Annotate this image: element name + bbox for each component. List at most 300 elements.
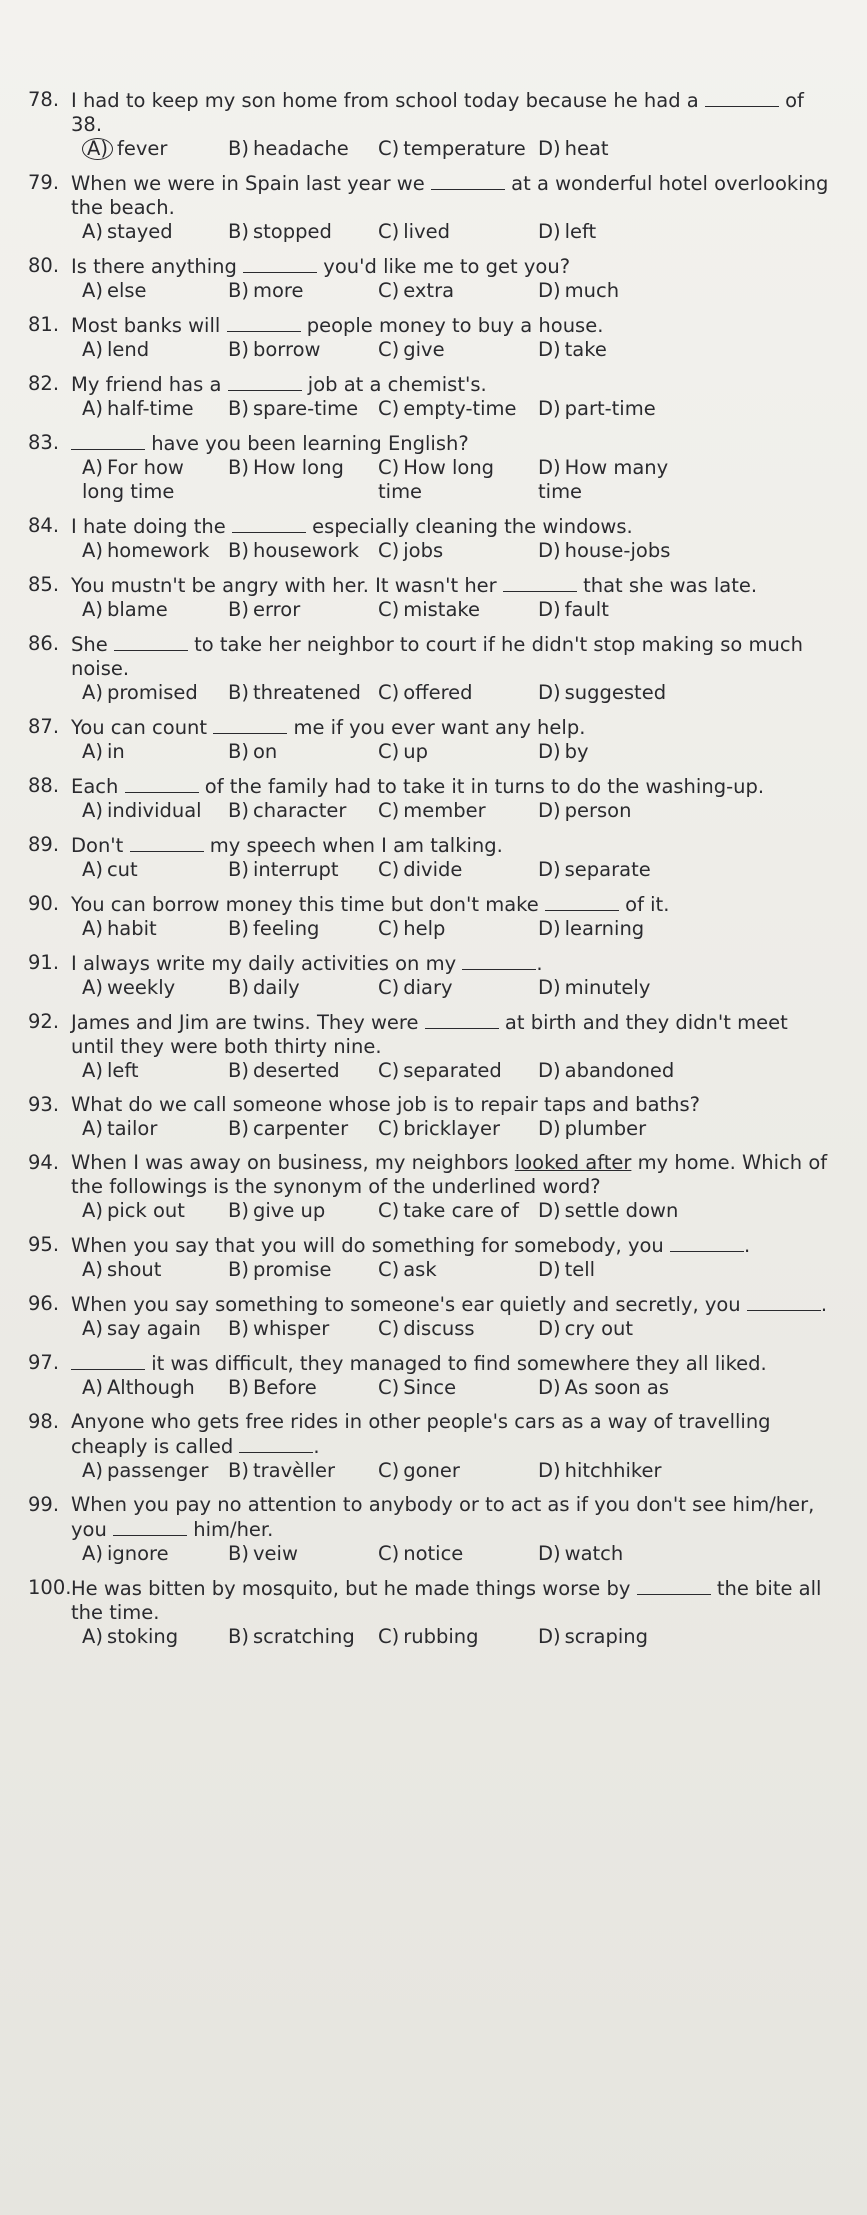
- option-text: part-time: [564, 397, 656, 420]
- option-text: feeling: [253, 917, 320, 940]
- option-text: member: [403, 799, 486, 822]
- answer-option-d[interactable]: [538, 799, 688, 823]
- option-text: by: [564, 740, 589, 763]
- option-text: divide: [403, 858, 463, 881]
- answer-option-d[interactable]: [538, 1317, 688, 1341]
- answer-option-b[interactable]: [228, 137, 378, 161]
- option-letter: C): [378, 1376, 400, 1399]
- answer-option-a[interactable]: [82, 220, 228, 244]
- question-number: 93.: [28, 1093, 60, 1116]
- answer-blank: [213, 715, 287, 734]
- answer-option-b[interactable]: [228, 456, 378, 504]
- answer-option-a[interactable]: [82, 1258, 228, 1282]
- option-letter: B): [228, 858, 249, 881]
- answer-option-c[interactable]: [378, 976, 538, 1000]
- question-block: [28, 1410, 831, 1483]
- option-letter: C): [378, 1258, 400, 1281]
- option-letter: B): [228, 1317, 249, 1340]
- answer-option-d[interactable]: [538, 338, 688, 362]
- answer-option-c[interactable]: [378, 397, 538, 421]
- answer-blank: [747, 1292, 821, 1311]
- question-block: [28, 632, 831, 705]
- answer-options: [82, 598, 831, 622]
- option-letter: B): [228, 1199, 249, 1222]
- question-text-after: of 38.: [71, 89, 804, 136]
- option-letter: D): [538, 1317, 561, 1340]
- question-text-after: it was difficult, they managed to find somewhere they all liked.: [145, 1352, 767, 1375]
- answer-option-b[interactable]: [228, 1317, 378, 1341]
- option-text: weekly: [106, 976, 176, 999]
- answer-option-d[interactable]: [538, 397, 688, 421]
- option-text: in: [106, 740, 125, 763]
- answer-options: [82, 740, 831, 764]
- option-text: tell: [564, 1258, 596, 1281]
- option-letter: B): [228, 598, 249, 621]
- answer-option-c[interactable]: [378, 740, 538, 764]
- option-letter: D): [538, 799, 561, 822]
- answer-option-a[interactable]: [82, 1317, 228, 1341]
- option-text: help: [403, 917, 446, 940]
- option-text: How many time: [538, 456, 669, 503]
- answer-blank: [545, 892, 619, 911]
- question-number: 86.: [28, 632, 60, 655]
- answer-option-d[interactable]: [538, 1199, 688, 1223]
- question-number: 79.: [28, 171, 60, 194]
- question-stem: [28, 1410, 831, 1459]
- answer-option-c[interactable]: [378, 1317, 538, 1341]
- option-text: passenger: [106, 1459, 209, 1482]
- option-text: headache: [253, 137, 349, 160]
- answer-option-c[interactable]: [378, 220, 538, 244]
- answer-options: [82, 1059, 831, 1083]
- question-text-after: me if you ever want any help.: [287, 716, 586, 739]
- answer-option-d[interactable]: [538, 1117, 688, 1141]
- answer-options: [82, 338, 831, 362]
- option-text: interrupt: [253, 858, 339, 881]
- question-number: 100.: [28, 1576, 72, 1599]
- question-stem: [28, 171, 831, 220]
- answer-options: [82, 539, 831, 563]
- option-letter: A): [82, 397, 103, 420]
- answer-option-a[interactable]: [82, 598, 228, 622]
- option-letter: B): [228, 539, 249, 562]
- answer-option-c[interactable]: [378, 279, 538, 303]
- answer-option-c[interactable]: [378, 1542, 538, 1566]
- option-text: promised: [106, 681, 198, 704]
- option-text: daily: [253, 976, 300, 999]
- question-stem: [28, 1493, 831, 1542]
- option-text: Although: [106, 1376, 195, 1399]
- answer-option-c[interactable]: [378, 1059, 538, 1083]
- answer-option-a[interactable]: [82, 681, 228, 705]
- option-letter: D): [538, 598, 561, 621]
- answer-option-d[interactable]: [538, 456, 688, 504]
- option-text: give up: [253, 1199, 326, 1222]
- question-text-before: Don't: [71, 834, 130, 857]
- answer-option-c[interactable]: [378, 1258, 538, 1282]
- answer-options: [82, 1376, 831, 1400]
- option-text: bricklayer: [403, 1117, 500, 1140]
- answer-option-a[interactable]: [82, 1199, 228, 1223]
- option-letter: A): [82, 681, 103, 704]
- answer-option-c[interactable]: [378, 1199, 538, 1223]
- question-text: [71, 1292, 831, 1317]
- option-letter: B): [228, 681, 249, 704]
- option-letter: B): [228, 976, 249, 999]
- option-letter: C): [378, 598, 400, 621]
- question-number: 90.: [28, 892, 60, 915]
- answer-blank: [114, 632, 188, 651]
- question-text-after: .: [313, 1435, 320, 1458]
- question-number: 81.: [28, 313, 60, 336]
- answer-option-c[interactable]: [378, 1625, 538, 1649]
- question-text-after: that she was late.: [576, 574, 758, 597]
- answer-option-a[interactable]: [82, 799, 228, 823]
- answer-option-a[interactable]: [82, 338, 228, 362]
- option-letter: C): [378, 1199, 400, 1222]
- question-text-before: I always write my daily activities on my: [71, 952, 463, 975]
- option-text: stoking: [106, 1625, 179, 1648]
- option-text: discuss: [403, 1317, 475, 1340]
- answer-option-d[interactable]: [538, 220, 688, 244]
- answer-option-c[interactable]: [378, 1376, 538, 1400]
- option-text: stayed: [106, 220, 173, 243]
- option-text: As soon as: [564, 1376, 670, 1399]
- answer-options: [82, 681, 831, 705]
- option-letter: C): [378, 1459, 400, 1482]
- option-letter: B): [228, 397, 249, 420]
- answer-option-b[interactable]: [228, 858, 378, 882]
- answer-option-b[interactable]: [228, 598, 378, 622]
- option-text: individual: [106, 799, 202, 822]
- question-stem: [28, 254, 831, 279]
- answer-option-a[interactable]: [82, 1059, 228, 1083]
- question-stem: [28, 1151, 831, 1199]
- answer-blank: [462, 951, 536, 970]
- question-text: [71, 431, 831, 456]
- option-text: pick out: [106, 1199, 185, 1222]
- answer-option-b[interactable]: [228, 1199, 378, 1223]
- question-block: [28, 372, 831, 421]
- question-number: 97.: [28, 1351, 60, 1374]
- question-text-before: My friend has a: [71, 373, 228, 396]
- question-block: [28, 514, 831, 563]
- option-letter: A): [82, 456, 103, 479]
- option-text: cut: [106, 858, 138, 881]
- question-stem: [28, 833, 831, 858]
- answer-option-c[interactable]: [378, 917, 538, 941]
- question-block: [28, 715, 831, 764]
- answer-options: [82, 220, 831, 244]
- question-text-before: When you pay no attention to anybody or to act as if you don't see him/her, you: [71, 1493, 815, 1541]
- question-text-after: .: [820, 1293, 828, 1316]
- option-text: say again: [106, 1317, 201, 1340]
- option-letter: C): [378, 681, 400, 704]
- answer-option-a[interactable]: [82, 1376, 228, 1400]
- question-text: [71, 254, 831, 279]
- option-text: notice: [403, 1542, 464, 1565]
- option-letter: D): [538, 1117, 561, 1140]
- option-letter: C): [378, 1542, 400, 1565]
- question-text-before: Anyone who gets free rides in other people's cars as a way of travelling cheaply is called: [71, 1410, 771, 1458]
- answer-blank: [71, 1351, 145, 1370]
- question-text-before: You can borrow money this time but don't make: [71, 893, 545, 916]
- option-text: left: [106, 1059, 139, 1082]
- answer-option-d[interactable]: [538, 1258, 688, 1282]
- option-letter: C): [378, 1059, 400, 1082]
- option-letter: B): [228, 456, 249, 479]
- answer-option-d[interactable]: [538, 1059, 688, 1083]
- question-block: [28, 833, 831, 882]
- option-letter: B): [228, 1459, 249, 1482]
- option-letter: D): [538, 1376, 561, 1399]
- question-text: [71, 313, 831, 338]
- answer-option-b[interactable]: [228, 1542, 378, 1566]
- question-text-before: She: [71, 633, 114, 656]
- answer-option-c[interactable]: [378, 539, 538, 563]
- option-letter: D): [538, 858, 561, 881]
- answer-option-a[interactable]: [82, 1542, 228, 1566]
- answer-option-b[interactable]: [228, 976, 378, 1000]
- question-block: [28, 254, 831, 303]
- answer-options: [82, 1258, 831, 1282]
- answer-option-d[interactable]: [538, 1625, 688, 1649]
- answer-blank: [503, 573, 577, 592]
- question-stem: [28, 1010, 831, 1059]
- question-text-before: When we were in Spain last year we: [71, 172, 431, 195]
- question-stem: [28, 774, 831, 799]
- question-block: [28, 1576, 831, 1649]
- option-text: promise: [253, 1258, 332, 1281]
- question-text-before: He was bitten by mosquito, but he made things worse by: [71, 1577, 637, 1600]
- option-letter: B): [228, 1117, 249, 1140]
- question-text: [71, 632, 831, 681]
- question-text-after: at a wonderful hotel overlooking the beach.: [71, 172, 829, 219]
- question-text-after: him/her.: [187, 1518, 274, 1541]
- answer-option-a[interactable]: [82, 539, 228, 563]
- question-block: [28, 1151, 831, 1223]
- option-text: separate: [564, 858, 651, 881]
- answer-option-b[interactable]: [228, 338, 378, 362]
- option-text: carpenter: [253, 1117, 349, 1140]
- answer-option-c[interactable]: [378, 338, 538, 362]
- question-block: [28, 774, 831, 823]
- question-number: 88.: [28, 774, 60, 797]
- option-letter: C): [378, 220, 400, 243]
- answer-options: [82, 137, 831, 161]
- option-text: jobs: [403, 539, 444, 562]
- answer-option-b[interactable]: [228, 397, 378, 421]
- answer-option-a[interactable]: [82, 858, 228, 882]
- question-text-after: .: [536, 952, 543, 975]
- answer-option-b[interactable]: [228, 1625, 378, 1649]
- answer-option-b[interactable]: [228, 220, 378, 244]
- answer-option-d[interactable]: [538, 917, 688, 941]
- option-letter: A): [82, 279, 103, 302]
- option-letter: A): [82, 1117, 103, 1140]
- option-letter: C): [378, 397, 400, 420]
- answer-option-b[interactable]: [228, 1117, 378, 1141]
- answer-option-c[interactable]: [378, 1459, 538, 1483]
- answer-option-a[interactable]: [82, 279, 228, 303]
- option-text: more: [253, 279, 304, 302]
- answer-option-d[interactable]: [538, 279, 688, 303]
- option-letter: C): [378, 740, 400, 763]
- option-letter: A): [82, 1376, 103, 1399]
- question-number: 89.: [28, 833, 60, 856]
- option-letter: B): [228, 1376, 249, 1399]
- answer-option-a[interactable]: [82, 1625, 228, 1649]
- answer-option-c[interactable]: [378, 137, 538, 161]
- option-letter: C): [378, 338, 400, 361]
- question-number: 87.: [28, 715, 60, 738]
- question-text: [71, 1010, 831, 1059]
- answer-option-d[interactable]: [538, 740, 688, 764]
- option-text: heat: [564, 137, 609, 160]
- answer-options: [82, 976, 831, 1000]
- option-letter: D): [538, 1199, 561, 1222]
- option-text: fault: [564, 598, 609, 621]
- option-letter: D): [538, 1059, 561, 1082]
- answer-option-d[interactable]: [538, 1459, 688, 1483]
- answer-option-a[interactable]: [82, 137, 228, 161]
- question-number: 96.: [28, 1292, 60, 1315]
- option-letter: A): [82, 1542, 103, 1565]
- question-block: [28, 1351, 831, 1400]
- answer-option-d[interactable]: [538, 539, 688, 563]
- question-text: [71, 514, 831, 539]
- question-text: [71, 1576, 831, 1625]
- question-text-before: Most banks will: [71, 314, 227, 337]
- answer-option-a[interactable]: [82, 740, 228, 764]
- question-text-before: I hate doing the: [71, 515, 232, 538]
- option-text: suggested: [564, 681, 667, 704]
- option-text: half-time: [106, 397, 194, 420]
- question-text-before: Is there anything: [71, 255, 244, 278]
- option-letter: B): [228, 1258, 249, 1281]
- question-text-after: to take her neighbor to court if he didn't stop making so much noise.: [71, 633, 803, 680]
- answer-option-c[interactable]: [378, 1117, 538, 1141]
- answer-option-d[interactable]: [538, 976, 688, 1000]
- question-number: 99.: [28, 1493, 60, 1516]
- question-text-before: Each: [71, 775, 125, 798]
- option-text: house-jobs: [564, 539, 671, 562]
- answer-options: [82, 1542, 831, 1566]
- question-text-before: When I was away on business, my neighbors: [71, 1151, 515, 1174]
- answer-option-b[interactable]: [228, 681, 378, 705]
- answer-blank: [125, 774, 199, 793]
- question-text: [71, 833, 831, 858]
- option-letter: C): [378, 1317, 400, 1340]
- answer-option-d[interactable]: [538, 681, 688, 705]
- answer-option-a[interactable]: [82, 917, 228, 941]
- option-text: spare-time: [253, 397, 359, 420]
- option-text: deserted: [253, 1059, 340, 1082]
- answer-option-b[interactable]: [228, 1059, 378, 1083]
- answer-blank: [239, 1434, 313, 1453]
- option-letter: A): [82, 1317, 103, 1340]
- answer-option-a[interactable]: [82, 976, 228, 1000]
- option-text: Since: [403, 1376, 457, 1399]
- question-text-before: When you say that you will do something for somebody, you: [71, 1234, 670, 1257]
- answer-option-b[interactable]: [228, 917, 378, 941]
- answer-blank: [670, 1233, 744, 1252]
- answer-option-b[interactable]: [228, 279, 378, 303]
- answer-option-a[interactable]: [82, 456, 228, 504]
- option-text: minutely: [564, 976, 651, 999]
- answer-option-b[interactable]: [228, 799, 378, 823]
- option-text: lived: [403, 220, 450, 243]
- answer-option-d[interactable]: [538, 598, 688, 622]
- question-text: [71, 88, 831, 137]
- question-text-before: I had to keep my son home from school today because he had a: [71, 89, 705, 112]
- option-text: fever: [116, 137, 168, 160]
- option-text: homework: [106, 539, 210, 562]
- option-text: scratching: [253, 1625, 355, 1648]
- answer-option-b[interactable]: [228, 1376, 378, 1400]
- question-text-after: you'd like me to get you?: [317, 255, 571, 278]
- answer-option-d[interactable]: [538, 1376, 688, 1400]
- question-block: [28, 1010, 831, 1083]
- question-text-after: of it.: [618, 893, 670, 916]
- option-letter: D): [538, 740, 561, 763]
- answer-option-d[interactable]: [538, 1542, 688, 1566]
- answer-option-b[interactable]: [228, 539, 378, 563]
- option-letter: B): [228, 917, 249, 940]
- answer-option-a[interactable]: [82, 1117, 228, 1141]
- answer-option-c[interactable]: [378, 681, 538, 705]
- answer-option-d[interactable]: [538, 137, 688, 161]
- question-number: 80.: [28, 254, 60, 277]
- option-letter: A): [82, 598, 103, 621]
- option-text: threatened: [253, 681, 361, 704]
- option-text: character: [253, 799, 347, 822]
- answer-option-b[interactable]: [228, 1459, 378, 1483]
- circled-answer-letter: A): [82, 138, 113, 160]
- answer-option-a[interactable]: [82, 397, 228, 421]
- answer-option-b[interactable]: [228, 1258, 378, 1282]
- answer-options: [82, 279, 831, 303]
- option-text: settle down: [564, 1199, 679, 1222]
- answer-options: [82, 1117, 831, 1141]
- answer-blank: [431, 171, 505, 190]
- option-letter: B): [228, 740, 249, 763]
- answer-options: [82, 1625, 831, 1649]
- option-letter: D): [538, 539, 561, 562]
- option-text: stopped: [253, 220, 332, 243]
- question-stem: [28, 1576, 831, 1625]
- answer-option-c[interactable]: [378, 456, 538, 504]
- option-letter: C): [378, 976, 400, 999]
- option-text: temperature: [403, 137, 526, 160]
- question-stem: [28, 1093, 831, 1117]
- answer-option-d[interactable]: [538, 858, 688, 882]
- question-stem: [28, 892, 831, 917]
- option-text: empty-time: [403, 397, 517, 420]
- question-number: 78.: [28, 88, 60, 111]
- question-text-before: You mustn't be angry with her. It wasn't her: [71, 574, 503, 597]
- answer-option-a[interactable]: [82, 1459, 228, 1483]
- question-stem: [28, 715, 831, 740]
- option-letter: A): [82, 799, 103, 822]
- question-text: [71, 1151, 831, 1199]
- answer-option-c[interactable]: [378, 858, 538, 882]
- answer-option-b[interactable]: [228, 740, 378, 764]
- question-text: [71, 1351, 831, 1376]
- answer-option-c[interactable]: [378, 598, 538, 622]
- answer-option-c[interactable]: [378, 799, 538, 823]
- option-text: ask: [403, 1258, 437, 1281]
